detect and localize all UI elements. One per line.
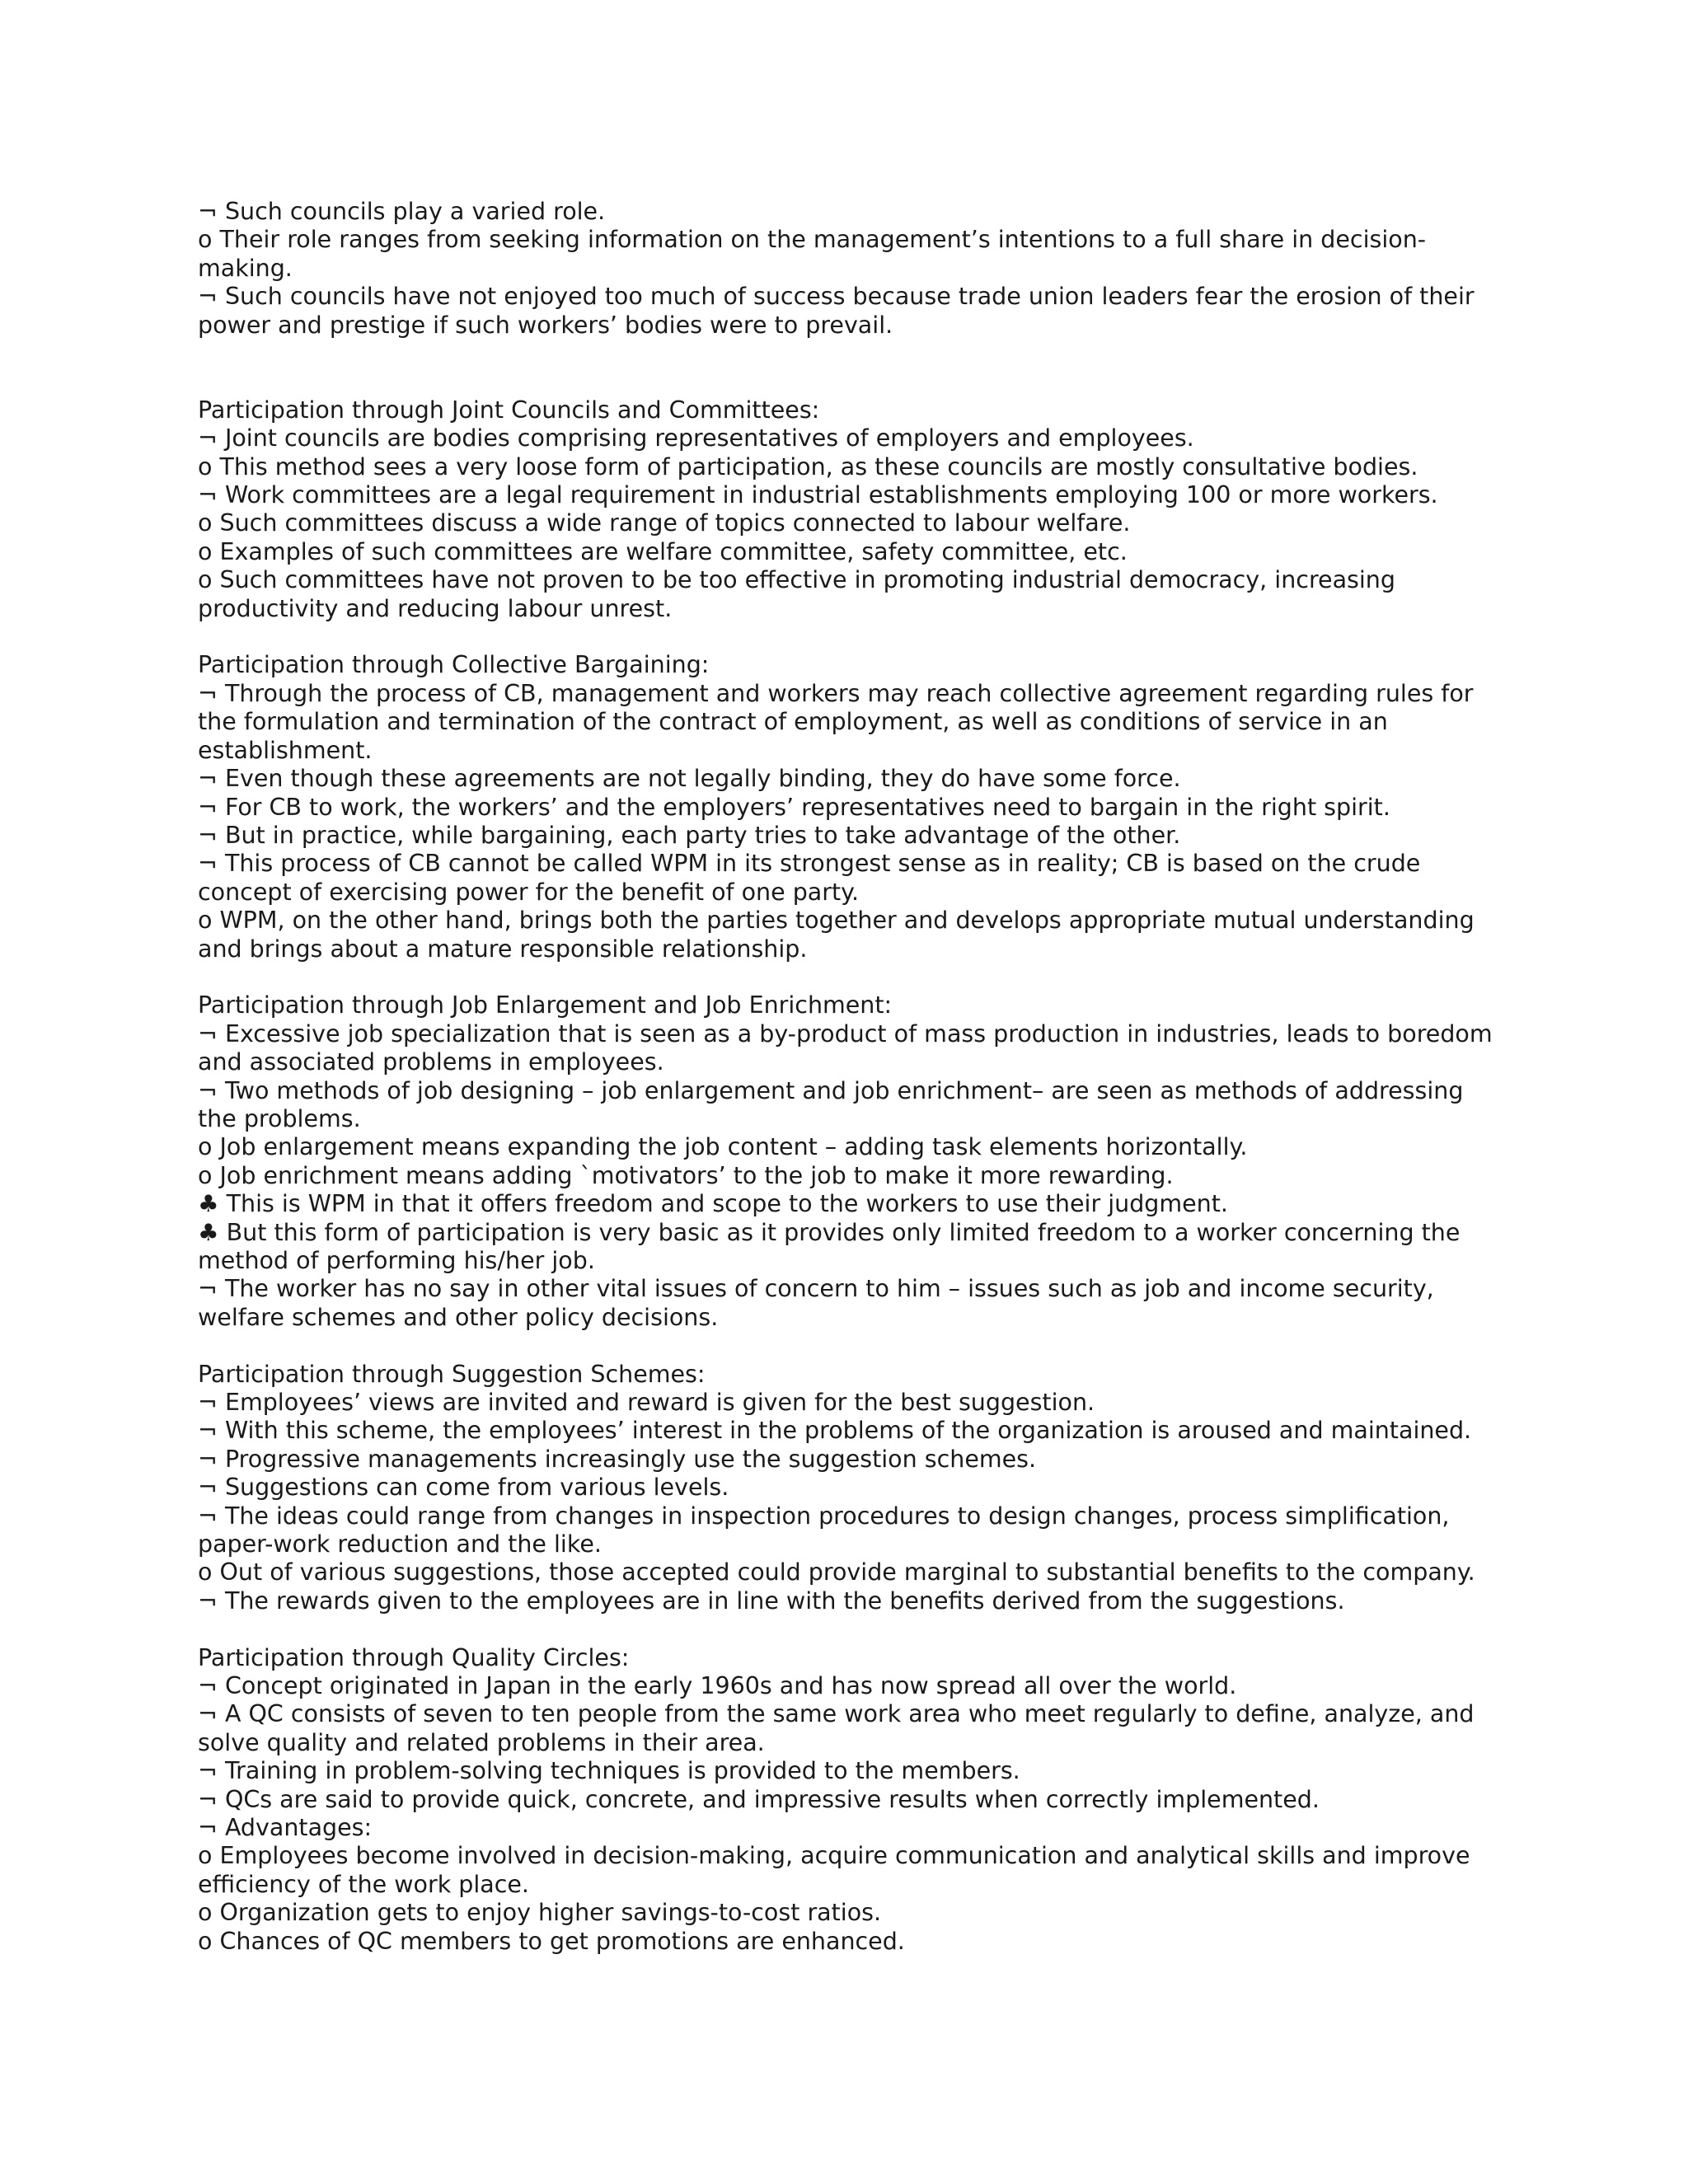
section-line: ¬ Suggestions can come from various levels. bbox=[198, 1474, 729, 1502]
intro-line: ¬ Such councils play a varied role. bbox=[198, 198, 606, 225]
section-heading: Participation through Quality Circles: bbox=[198, 1643, 630, 1671]
section-line: ¬ Two methods of job designing – job enlargement and job enrichment– are seen as methods of addressing the problems. bbox=[198, 1076, 1464, 1132]
section-line: ¬ The rewards given to the employees are in line with the benefits derived from the suggestions. bbox=[198, 1586, 1345, 1615]
section-line: ¬ For CB to work, the workers’ and the employers’ representatives need to bargain in the right spirit. bbox=[198, 793, 1390, 821]
section-line: o Employees become involved in decision-making, acquire communication and analytical skills and improve efficiency of the work place. bbox=[198, 1842, 1470, 1898]
section-line: o WPM, on the other hand, brings both the parties together and develops appropriate mutual understanding and brings about a mature responsible relationship. bbox=[198, 907, 1475, 963]
section-heading: Participation through Joint Councils and Committees: bbox=[198, 396, 820, 424]
section-line: ¬ Excessive job specialization that is seen as a by-product of mass production in industries, leads to boredom and associated problems in employees. bbox=[198, 1019, 1493, 1076]
section-collective-bargaining bbox=[198, 651, 1500, 963]
section-line: ¬ Advantages: bbox=[198, 1814, 373, 1842]
section-line: o Job enlargement means expanding the job content – adding task elements horizontally. bbox=[198, 1133, 1248, 1161]
section-heading: Participation through Job Enlargement and Job Enrichment: bbox=[198, 991, 893, 1019]
section-line: ¬ This process of CB cannot be called WPM in its strongest sense as in reality; CB is based on the crude concept of exercising power for the benefit of one party. bbox=[198, 850, 1421, 906]
section-line: ¬ Joint councils are bodies comprising representatives of employers and employees. bbox=[198, 424, 1194, 452]
section-line: o Such committees have not proven to be too effective in promoting industrial democracy, increasing productivity and reducing labour unrest. bbox=[198, 566, 1395, 622]
section-quality-circles bbox=[198, 1644, 1500, 1956]
section-job-enlargement bbox=[198, 991, 1500, 1332]
intro-section bbox=[198, 198, 1500, 340]
section-line: o Examples of such committees are welfare committee, safety committee, etc. bbox=[198, 537, 1128, 565]
section-line: ¬ Work committees are a legal requirement in industrial establishments employing 100 or more workers. bbox=[198, 481, 1438, 509]
section-suggestion-schemes bbox=[198, 1361, 1500, 1616]
section-line: ¬ The worker has no say in other vital issues of concern to him – issues such as job and income security, welfare schemes and other policy decisions. bbox=[198, 1275, 1434, 1331]
section-line: ¬ With this scheme, the employees’ interest in the problems of the organization is aroused and maintained. bbox=[198, 1417, 1472, 1445]
section-line: ¬ A QC consists of seven to ten people from the same work area who meet regularly to define, analyze, and solve quality and related problems in their area. bbox=[198, 1700, 1475, 1756]
section-line: ¬ Even though these agreements are not legally binding, they do have some force. bbox=[198, 765, 1181, 793]
section-line: ¬ But in practice, while bargaining, each party tries to take advantage of the other. bbox=[198, 821, 1181, 849]
section-line: o Job enrichment means adding `motivators’ to the job to make it more rewarding. bbox=[198, 1161, 1174, 1189]
intro-line: ¬ Such councils have not enjoyed too much of success because trade union leaders fear the erosion of their power and prestige if such workers’ bodies were to prevail. bbox=[198, 283, 1475, 339]
section-line: ¬ QCs are said to provide quick, concrete, and impressive results when correctly implemented. bbox=[198, 1785, 1320, 1813]
section-heading: Participation through Collective Bargaining: bbox=[198, 651, 710, 679]
section-line: o Chances of QC members to get promotions are enhanced. bbox=[198, 1927, 905, 1955]
section-line: ¬ Progressive managements increasingly use the suggestion schemes. bbox=[198, 1445, 1037, 1473]
section-line: ¬ Concept originated in Japan in the early 1960s and has now spread all over the world. bbox=[198, 1672, 1237, 1700]
section-line: ¬ Training in problem-solving techniques is provided to the members. bbox=[198, 1757, 1020, 1785]
intro-line: o Their role ranges from seeking information on the management’s intentions to a full share in decision-making. bbox=[198, 226, 1427, 282]
section-joint-councils bbox=[198, 396, 1500, 623]
section-line: ♣ This is WPM in that it offers freedom and scope to the workers to use their judgment. bbox=[198, 1190, 1228, 1218]
section-line: o Such committees discuss a wide range of topics connected to labour welfare. bbox=[198, 509, 1131, 537]
section-line: o Out of various suggestions, those accepted could provide marginal to substantial benefits to the company. bbox=[198, 1558, 1475, 1586]
section-line: ♣ But this form of participation is very basic as it provides only limited freedom to a worker concerning the method of performing his/her job. bbox=[198, 1218, 1461, 1274]
section-line: o This method sees a very loose form of participation, as these councils are mostly consultative bodies. bbox=[198, 452, 1418, 480]
section-line: ¬ Employees’ views are invited and reward is given for the best suggestion. bbox=[198, 1389, 1095, 1416]
section-line: o Organization gets to enjoy higher savings-to-cost ratios. bbox=[198, 1899, 882, 1927]
section-heading: Participation through Suggestion Schemes: bbox=[198, 1360, 706, 1388]
document-body bbox=[198, 198, 1500, 1985]
section-line: ¬ The ideas could range from changes in inspection procedures to design changes, process simplification, paper-work reduction and the like. bbox=[198, 1502, 1450, 1558]
section-line: ¬ Through the process of CB, management and workers may reach collective agreement regarding rules for the formulation and termination of the contract of employment, as well as conditions of service in an establishment. bbox=[198, 679, 1474, 764]
